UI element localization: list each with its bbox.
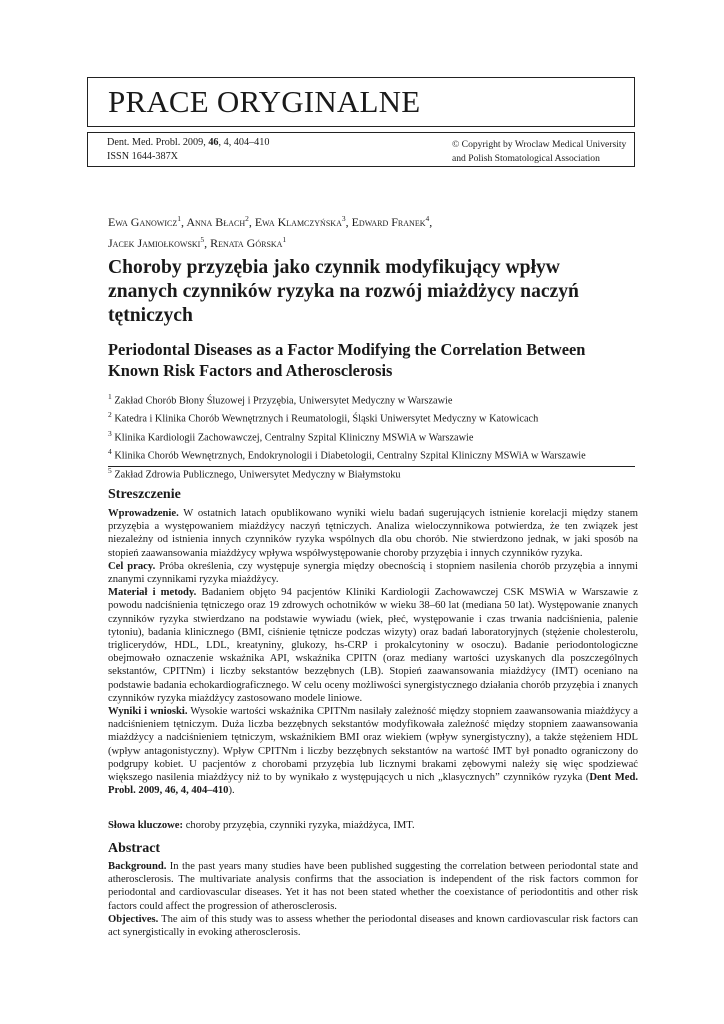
abstract-body: [108, 860, 638, 939]
affiliation-item: $^1$ Zakład Chorób Błony Śluzowej i Przyzębia, Uniwersytet Medyczny w Warszawie: [108, 392, 453, 407]
section-header-box: [87, 77, 635, 127]
affiliation-item: $^4$ Klinika Chorób Wewnętrznych, Endokrynologii i Diabetologii, Centralny Szpital Kliniczny MSWiA w Warszawie: [108, 447, 586, 462]
copyright-line-2: and Polish Stomatological Association: [452, 153, 600, 164]
issn: ISSN 1644-387X: [107, 151, 179, 162]
paragraph-introduction: Wprowadzenie. W ostatnich latach opublikowano wyniki wielu badań sugerujących istnienie korelacji między stanem przyzębia a występowaniem miażdżycy naczyń tętniczych. Analiza wieloczynnikowa potwierdza, że ten związek jest niezależny od istnienia innych czynników ryzyka wspólnych dla obu chorób. Nie stwierdzono jednak, w jaki sposób na stopień zaawansowania miażdżycy wpływa współwystępowanie choroby przyzębia i innych czynników ryzyka.: [108, 508, 638, 559]
copyright-line-1: © Copyright by Wroclaw Medical University: [452, 139, 627, 150]
author-name: Jacek Jamiołkowski: [108, 236, 201, 250]
affiliation-item: $^3$ Klinika Kardiologii Zachowawczej, Centralny Szpital Kliniczny MSWiA w Warszawie: [108, 428, 474, 444]
author-sup: 1: [282, 235, 287, 244]
streszczenie-heading: Streszczenie: [108, 487, 181, 502]
affiliation-item: $^5$ Zakład Zdrowia Publicznego, Uniwersytet Medyczny w Białymstoku: [108, 465, 401, 481]
paragraph-methods: Materiał i metody. Badaniem objęto 94 pacjentów Kliniki Kardiologii Zachowawczej CSK MSWiA w Warszawie z powodu nadciśnienia tętniczego oraz 19 zdrowych ochotników w wieku 38–60 lat (mediana 50 lat). Występowanie znanych czynników ryzyka stwierdzano na podstawie wywiadu (wiek, płeć, występowanie i czas trwania nadciśnienia, palenie tytoniu), badania klinicznego (BMI, ciśnienie tętnicze podczas wizyty) oraz badań laboratoryjnych (stężenie cholesterolu, triglicerydów, HDL, LDL, kreatyniny, glukozy, hs-CRP i prokalcytoniny w osoczu). Badanie periodontologiczne obejmowało oznaczenie wskaźnika API, wskaźnika CPITN (oraz mediany wartości uzyskanych dla poszczególnych sekstantów, CPITNm) i liczby sekstantów bezzębnych (LB). Stopień zaawansowania miażdżycy (IMT) oceniano na podstawie badania echokardiograficznego. W celu oceny możliwości synergistycznego działania chorób przyzębia i znanych czynników ryzyka miażdżycy zastosowano modele liniowe.: [108, 587, 638, 704]
affiliation-item: $^2$ Katedra i Klinika Chorób Wewnętrznych i Reumatologii, Śląski Uniwersytet Medyczny w Katowicach: [108, 410, 539, 425]
author-sup: 3: [341, 214, 346, 223]
article-title-polish: Choroby przyzębia jako czynnik modyfikujący wpływ znanych czynników ryzyka na rozwój miażdżycy naczyń tętniczych: [108, 257, 579, 326]
author-name: Ewa Ganowicz: [108, 215, 178, 229]
citation-box: [87, 132, 635, 167]
author-sup: 5: [200, 235, 205, 244]
author-name: Anna Błach: [186, 215, 246, 229]
keywords-line: [108, 819, 638, 832]
citation-rest: , 4, 404–410: [218, 137, 270, 148]
keywords-label: Słowa kluczowe:: [108, 820, 184, 831]
paragraph-background: Background. In the past years many studies have been published suggesting the correlation between periodontal state and atherosclerosis. The multivariate analysis confirms that the association is independent of the risk factors common for periodontal and cardiovascular diseases. Yet it has not been stated whether the coexistance of periodontitis and other risk factors could affect the progression of atherosclerosis.: [108, 861, 638, 912]
streszczenie-body: [108, 507, 638, 797]
author-sup: 1: [177, 214, 181, 223]
citation-line: Dent. Med. Probl. 2009,: [107, 137, 209, 148]
citation-info: [107, 136, 269, 164]
article-title-english: Periodontal Diseases as a Factor Modifying the Correlation Between Known Risk Factors and Atherosclerosis: [108, 340, 586, 380]
copyright-info: [452, 138, 626, 166]
affiliations-list: [108, 390, 638, 482]
abstract-heading: Abstract: [108, 841, 161, 856]
paragraph-results: Wyniki i wnioski. Wysokie wartości wskaźnika CPITNm nasilały zależność między stopniem zaawansowania miażdżycy a nadciśnieniem tętniczym. Duża liczba bezzębnych sekstantów modyfikowała zależność między stopniem zaawansowania miażdżycy a nadciśnieniem tętniczym, wskaźnikiem BMI oraz wiekiem (wpływ synergistyczny), a także stężeniem HDL (wpływ antagonistyczny). Wpływ CPITNm i liczby bezzębnych sekstantów na wartość IMT był ponadto ograniczony do podgrupy kobiet. U pacjentów z chorobami przyzębia lub licznymi brakami zębowymi należy się więc spodziewać większego nasilenia miażdżycy niż to by wynikało z występujących u nich „klasycznych” czynników ryzyka (Dent Med. Probl. 2009, 46, 4, 404–410).: [108, 706, 639, 797]
author-name: Renata Górska: [210, 236, 283, 250]
citation-volume: 46: [208, 137, 219, 148]
keywords-text: choroby przyzębia, czynniki ryzyka, miażdżyca, IMT.: [183, 820, 415, 831]
paragraph-objectives: Objectives. The aim of this study was to assess whether the periodontal diseases and known cardiovascular risk factors can act synergistically in evoking atherosclerosis.: [108, 913, 638, 939]
author-name: Ewa Klamczyńska: [254, 215, 342, 229]
author-list: Ewa Ganowicz$^1$, Anna Błach$^2$, Ewa Klamczyńska$^3$, Edward Franek$^4$, Jacek Jamiołkowski$^5$, Renata Górska$^1$: [108, 214, 433, 250]
author-name: Edward Franek: [351, 215, 426, 229]
author-sup: 2: [245, 214, 249, 223]
paragraph-aim: Cel pracy. Próba określenia, czy występuje synergia między obecnością i stopniem nasilenia chorób przyzębia a innymi znanymi czynnikami ryzyka miażdżycy.: [108, 560, 638, 586]
section-divider: [108, 466, 635, 467]
author-sup: 4: [425, 214, 430, 223]
section-title: PRACE ORYGINALNE: [108, 84, 421, 119]
